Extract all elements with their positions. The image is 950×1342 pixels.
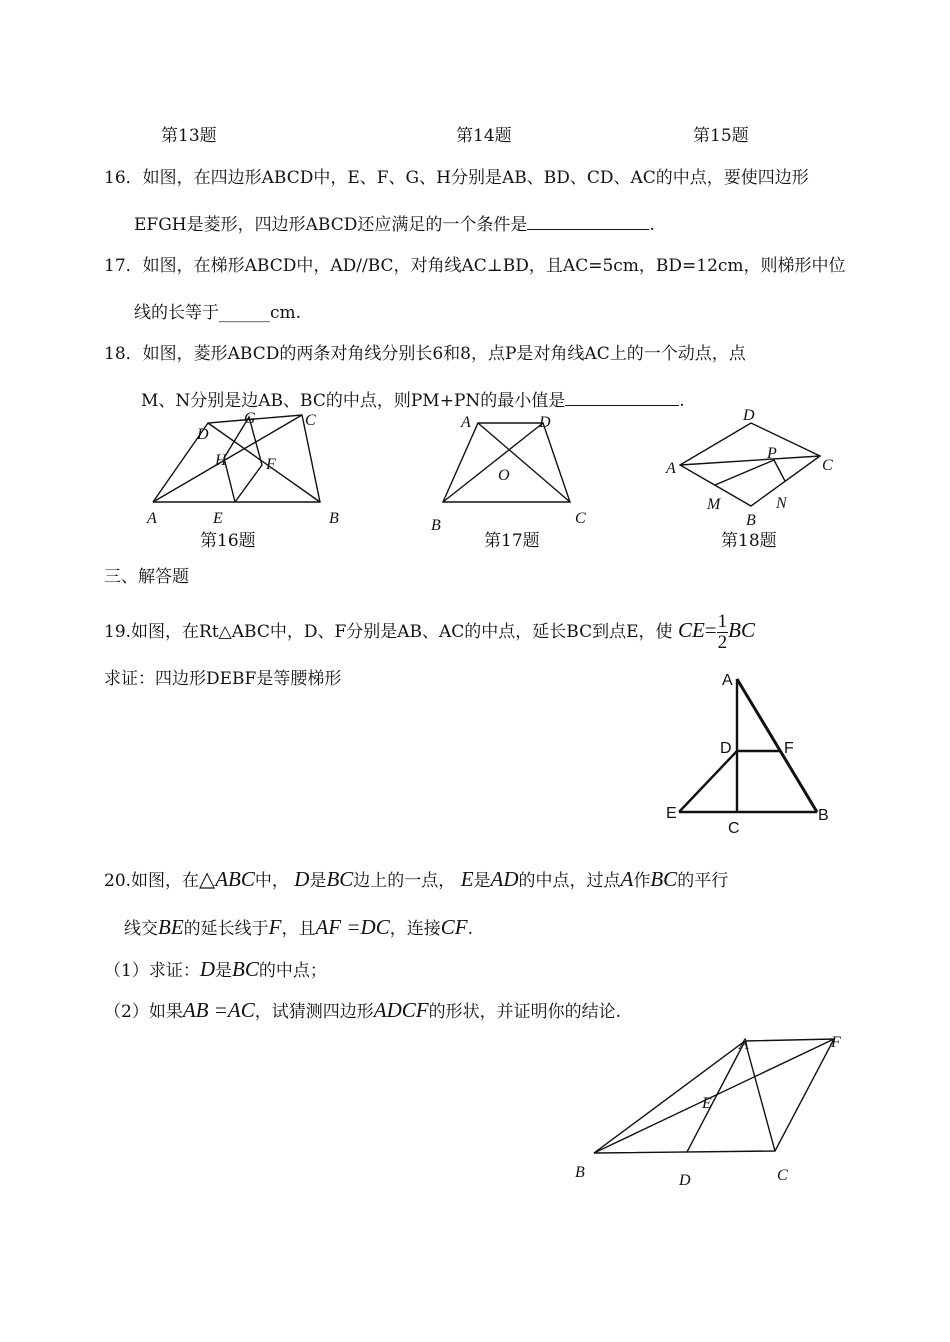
label-B: B — [329, 510, 339, 527]
figure-16 — [140, 405, 360, 535]
label-B: B — [746, 512, 756, 528]
label-B: B — [575, 1164, 585, 1181]
q20-part1: （1）求证：D是BC的中点； — [104, 957, 327, 981]
label-F: F — [266, 456, 276, 473]
caption-q18: 第18题 — [721, 531, 777, 551]
caption-q17: 第17题 — [484, 531, 540, 551]
label-A: A — [147, 510, 157, 527]
label-E: E — [213, 510, 223, 527]
q16-line2: EFGH是菱形，四边形ABCD还应满足的一个条件是 . — [134, 215, 655, 235]
figure-17 — [425, 405, 595, 535]
caption-q13: 第13题 — [161, 126, 217, 146]
label-D: D — [743, 407, 755, 424]
label-B: B — [818, 807, 829, 824]
q19-line2: 求证：四边形DEBF是等腰梯形 — [104, 669, 342, 689]
label-F: F — [831, 1034, 841, 1051]
section-heading: 三、解答题 — [104, 567, 189, 587]
label-F: F — [784, 740, 794, 757]
label-E: E — [666, 805, 677, 822]
q20-line2: 线交BE的延长线于F，且AF =DC，连接CF. — [124, 915, 473, 939]
label-A: A — [722, 672, 733, 689]
label-A: A — [461, 414, 471, 431]
q17-line2: 线的长等于______cm. — [134, 303, 302, 323]
q18-line1: 18．如图，菱形ABCD的两条对角线分别长6和8，点P是对角线AC上的一个动点，点 — [104, 344, 746, 364]
label-D: D — [720, 740, 732, 757]
label-A: A — [666, 460, 676, 477]
figure-19 — [660, 665, 840, 840]
figure-18 — [660, 403, 840, 528]
fraction: $\frac{1}{2}$ — [717, 611, 728, 653]
label-E: E — [702, 1095, 712, 1112]
answer-blank — [527, 213, 649, 230]
q17-line1: 17．如图，在梯形ABCD中，AD//BC，对角线AC⊥BD，且AC=5cm，BD=12cm，则梯形中位 — [104, 256, 846, 276]
label-P: P — [767, 445, 777, 462]
label-A: A — [739, 1036, 749, 1053]
label-N: N — [776, 495, 787, 512]
q20-line1: 20.如图，在△ABC中， D是BC边上的一点， E是AD的中点，过点A作BC的平行 — [104, 867, 729, 891]
label-C: C — [728, 820, 740, 837]
label-C: C — [822, 457, 833, 474]
q18-line2: M、N分别是边AB、BC的中点，则PM+PN的最小值是 . — [141, 391, 685, 411]
label-G: G — [244, 410, 256, 427]
label-C: C — [575, 510, 586, 527]
label-D: D — [197, 426, 209, 443]
caption-q15: 第15题 — [693, 126, 749, 146]
label-H: H — [215, 452, 227, 469]
label-M: M — [707, 496, 721, 513]
label-D: D — [679, 1172, 691, 1189]
label-C: C — [777, 1167, 788, 1184]
q19-line1: 19.如图，在Rt△ABC中，D、F分别是AB、AC的中点，延长BC到点E，使 CE= $\frac{1}{2}$ BC — [104, 611, 755, 653]
label-O: O — [498, 467, 510, 484]
q16-line1: 16．如图，在四边形ABCD中，E、F、G、H分别是AB、BD、CD、AC的中点，要使四边形 — [104, 168, 809, 188]
label-D: D — [539, 414, 551, 431]
figure-20 — [565, 1025, 855, 1195]
q20-part2: （2）如果AB =AC，试猜测四边形ADCF的形状，并证明你的结论. — [104, 998, 621, 1022]
caption-q14: 第14题 — [456, 126, 512, 146]
label-C: C — [305, 412, 316, 429]
caption-q16: 第16题 — [200, 531, 256, 551]
label-B: B — [431, 517, 441, 534]
